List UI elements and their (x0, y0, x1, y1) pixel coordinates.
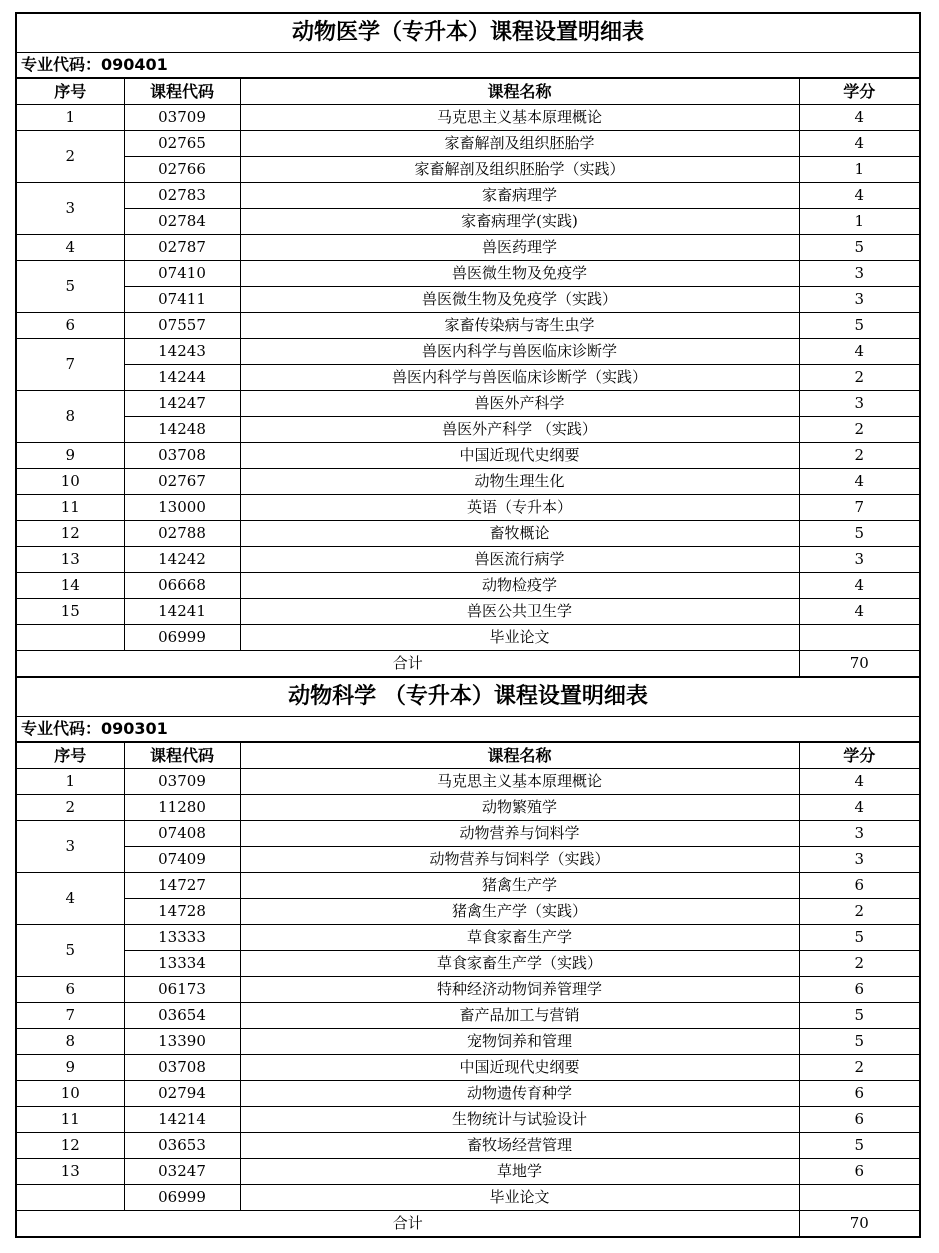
seq-cell: 1 (17, 105, 124, 131)
course-table-animal-science (15, 676, 921, 1238)
course-name-cell: 家畜病理学 (240, 183, 799, 209)
table-row (17, 1159, 919, 1185)
course-table-animal-medicine (15, 12, 921, 676)
header-credit: 学分 (799, 79, 919, 105)
table-row (17, 443, 919, 469)
total-credits: 70 (799, 651, 919, 677)
seq-cell: 4 (17, 235, 124, 261)
credit-cell: 5 (799, 925, 919, 951)
course-code-cell: 14248 (124, 417, 240, 443)
header-row (17, 743, 919, 769)
course-code-cell: 02784 (124, 209, 240, 235)
seq-cell: 9 (17, 1055, 124, 1081)
course-code-cell: 07410 (124, 261, 240, 287)
course-code-cell: 06999 (124, 1185, 240, 1211)
course-name-cell: 畜产品加工与营销 (240, 1003, 799, 1029)
course-name-cell: 动物繁殖学 (240, 795, 799, 821)
credit-cell: 1 (799, 157, 919, 183)
table-title: 动物医学（专升本）课程设置明细表 (17, 14, 919, 53)
credit-cell: 5 (799, 1003, 919, 1029)
table-row (17, 235, 919, 261)
credit-cell: 6 (799, 1159, 919, 1185)
course-name-cell: 家畜病理学(实践) (240, 209, 799, 235)
total-label: 合计 (17, 651, 799, 677)
seq-cell: 13 (17, 1159, 124, 1185)
course-code-cell: 13390 (124, 1029, 240, 1055)
credit-cell: 3 (799, 287, 919, 313)
table-row (17, 1107, 919, 1133)
table-row (17, 183, 919, 209)
course-name-cell: 家畜解剖及组织胚胎学 (240, 131, 799, 157)
seq-cell: 10 (17, 469, 124, 495)
credit-cell: 4 (799, 131, 919, 157)
table-row (17, 1003, 919, 1029)
course-code-cell: 14727 (124, 873, 240, 899)
seq-cell: 7 (17, 339, 124, 391)
total-credits: 70 (799, 1211, 919, 1237)
course-code-cell: 03709 (124, 769, 240, 795)
table-row (17, 821, 919, 847)
table-row (17, 391, 919, 417)
course-table (17, 742, 919, 1236)
course-code-cell: 14728 (124, 899, 240, 925)
credit-cell: 6 (799, 1081, 919, 1107)
course-name-cell: 英语（专升本） (240, 495, 799, 521)
course-code-cell: 03653 (124, 1133, 240, 1159)
credit-cell: 4 (799, 105, 919, 131)
course-name-cell: 动物营养与饲料学（实践） (240, 847, 799, 873)
seq-cell: 11 (17, 495, 124, 521)
seq-cell: 12 (17, 521, 124, 547)
table-row (17, 547, 919, 573)
table-title: 动物科学 （专升本）课程设置明细表 (17, 678, 919, 717)
credit-cell: 6 (799, 873, 919, 899)
credit-cell: 5 (799, 1133, 919, 1159)
credit-cell: 3 (799, 847, 919, 873)
course-name-cell: 兽医流行病学 (240, 547, 799, 573)
course-name-cell: 特种经济动物饲养管理学 (240, 977, 799, 1003)
course-code-cell: 14243 (124, 339, 240, 365)
course-code-cell: 03709 (124, 105, 240, 131)
course-name-cell: 草食家畜生产学（实践） (240, 951, 799, 977)
seq-cell: 6 (17, 977, 124, 1003)
course-name-cell: 畜牧场经营管理 (240, 1133, 799, 1159)
table-row (17, 105, 919, 131)
course-code-cell: 03247 (124, 1159, 240, 1185)
course-name-cell: 动物生理生化 (240, 469, 799, 495)
credit-cell: 2 (799, 443, 919, 469)
credit-cell: 6 (799, 977, 919, 1003)
course-code-cell: 14247 (124, 391, 240, 417)
course-code-cell: 13333 (124, 925, 240, 951)
header-name: 课程名称 (240, 79, 799, 105)
table-row (17, 977, 919, 1003)
course-name-cell: 兽医微生物及免疫学 (240, 261, 799, 287)
credit-cell: 2 (799, 1055, 919, 1081)
course-name-cell: 毕业论文 (240, 625, 799, 651)
credit-cell: 4 (799, 573, 919, 599)
seq-cell: 1 (17, 769, 124, 795)
credit-cell: 4 (799, 183, 919, 209)
course-name-cell: 畜牧概论 (240, 521, 799, 547)
table-row (17, 339, 919, 365)
course-name-cell: 兽医内科学与兽医临床诊断学（实践） (240, 365, 799, 391)
course-code-cell: 07409 (124, 847, 240, 873)
course-name-cell: 家畜解剖及组织胚胎学（实践） (240, 157, 799, 183)
course-code-cell: 07557 (124, 313, 240, 339)
credit-cell: 2 (799, 417, 919, 443)
seq-cell: 8 (17, 391, 124, 443)
seq-cell (17, 625, 124, 651)
seq-cell: 5 (17, 261, 124, 313)
table-row (17, 495, 919, 521)
table-row (17, 795, 919, 821)
course-name-cell: 兽医微生物及免疫学（实践） (240, 287, 799, 313)
seq-cell: 14 (17, 573, 124, 599)
table-row (17, 521, 919, 547)
seq-cell (17, 1185, 124, 1211)
seq-cell: 7 (17, 1003, 124, 1029)
seq-cell: 11 (17, 1107, 124, 1133)
course-table (17, 78, 919, 676)
credit-cell: 7 (799, 495, 919, 521)
course-code-cell: 03708 (124, 1055, 240, 1081)
credit-cell: 2 (799, 951, 919, 977)
course-code-cell: 14242 (124, 547, 240, 573)
table-row (17, 131, 919, 157)
table-row (17, 1029, 919, 1055)
course-code-cell: 13334 (124, 951, 240, 977)
course-name-cell: 兽医公共卫生学 (240, 599, 799, 625)
course-code-cell: 02794 (124, 1081, 240, 1107)
total-row (17, 1211, 919, 1237)
credit-cell: 2 (799, 899, 919, 925)
course-name-cell: 草食家畜生产学 (240, 925, 799, 951)
course-name-cell: 猪禽生产学 (240, 873, 799, 899)
course-name-cell: 宠物饲养和管理 (240, 1029, 799, 1055)
seq-cell: 15 (17, 599, 124, 625)
credit-cell: 4 (799, 469, 919, 495)
table-row (17, 1055, 919, 1081)
seq-cell: 2 (17, 131, 124, 183)
total-row (17, 651, 919, 677)
course-name-cell: 兽医内科学与兽医临床诊断学 (240, 339, 799, 365)
credit-cell (799, 1185, 919, 1211)
header-code: 课程代码 (124, 743, 240, 769)
table-row (17, 209, 919, 235)
major-code: 专业代码：090301 (17, 717, 919, 742)
table-row (17, 157, 919, 183)
course-name-cell: 家畜传染病与寄生虫学 (240, 313, 799, 339)
table-row (17, 847, 919, 873)
credit-cell: 1 (799, 209, 919, 235)
credit-cell: 4 (799, 339, 919, 365)
header-row (17, 79, 919, 105)
table-row (17, 873, 919, 899)
course-code-cell: 07408 (124, 821, 240, 847)
table-row (17, 313, 919, 339)
table-row (17, 951, 919, 977)
course-code-cell: 14214 (124, 1107, 240, 1133)
course-name-cell: 中国近现代史纲要 (240, 1055, 799, 1081)
course-code-cell: 14241 (124, 599, 240, 625)
course-name-cell: 动物遗传育种学 (240, 1081, 799, 1107)
course-name-cell: 毕业论文 (240, 1185, 799, 1211)
course-code-cell: 14244 (124, 365, 240, 391)
course-name-cell: 兽医药理学 (240, 235, 799, 261)
credit-cell: 3 (799, 547, 919, 573)
seq-cell: 12 (17, 1133, 124, 1159)
course-name-cell: 马克思主义基本原理概论 (240, 769, 799, 795)
course-code-cell: 06999 (124, 625, 240, 651)
credit-cell: 4 (799, 599, 919, 625)
seq-cell: 8 (17, 1029, 124, 1055)
seq-cell: 6 (17, 313, 124, 339)
credit-cell: 5 (799, 521, 919, 547)
credit-cell: 3 (799, 261, 919, 287)
credit-cell: 3 (799, 821, 919, 847)
seq-cell: 10 (17, 1081, 124, 1107)
course-name-cell: 生物统计与试验设计 (240, 1107, 799, 1133)
course-code-cell: 03654 (124, 1003, 240, 1029)
course-code-cell: 07411 (124, 287, 240, 313)
seq-cell: 9 (17, 443, 124, 469)
seq-cell: 3 (17, 183, 124, 235)
table-row (17, 365, 919, 391)
header-name: 课程名称 (240, 743, 799, 769)
credit-cell: 5 (799, 235, 919, 261)
table-row (17, 769, 919, 795)
course-code-cell: 02783 (124, 183, 240, 209)
seq-cell: 4 (17, 873, 124, 925)
course-name-cell: 草地学 (240, 1159, 799, 1185)
credit-cell: 5 (799, 313, 919, 339)
course-code-cell: 02767 (124, 469, 240, 495)
table-row (17, 899, 919, 925)
course-code-cell: 06668 (124, 573, 240, 599)
course-code-cell: 11280 (124, 795, 240, 821)
table-row (17, 1185, 919, 1211)
course-code-cell: 13000 (124, 495, 240, 521)
document-page (15, 12, 921, 1238)
credit-cell: 4 (799, 795, 919, 821)
table-row (17, 925, 919, 951)
course-name-cell: 兽医外产科学 （实践） (240, 417, 799, 443)
course-name-cell: 动物检疫学 (240, 573, 799, 599)
credit-cell: 6 (799, 1107, 919, 1133)
credit-cell: 3 (799, 391, 919, 417)
table-row (17, 287, 919, 313)
seq-cell: 3 (17, 821, 124, 873)
table-row (17, 261, 919, 287)
credit-cell: 5 (799, 1029, 919, 1055)
course-name-cell: 猪禽生产学（实践） (240, 899, 799, 925)
course-code-cell: 06173 (124, 977, 240, 1003)
header-code: 课程代码 (124, 79, 240, 105)
credit-cell (799, 625, 919, 651)
table-row (17, 1081, 919, 1107)
total-label: 合计 (17, 1211, 799, 1237)
credit-cell: 2 (799, 365, 919, 391)
credit-cell: 4 (799, 769, 919, 795)
header-credit: 学分 (799, 743, 919, 769)
course-name-cell: 马克思主义基本原理概论 (240, 105, 799, 131)
course-name-cell: 兽医外产科学 (240, 391, 799, 417)
table-row (17, 599, 919, 625)
table-row (17, 625, 919, 651)
table-row (17, 1133, 919, 1159)
table-row (17, 573, 919, 599)
seq-cell: 5 (17, 925, 124, 977)
course-code-cell: 02766 (124, 157, 240, 183)
header-seq: 序号 (17, 79, 124, 105)
course-code-cell: 03708 (124, 443, 240, 469)
table-row (17, 469, 919, 495)
course-name-cell: 动物营养与饲料学 (240, 821, 799, 847)
seq-cell: 2 (17, 795, 124, 821)
major-code: 专业代码：090401 (17, 53, 919, 78)
course-code-cell: 02765 (124, 131, 240, 157)
header-seq: 序号 (17, 743, 124, 769)
course-name-cell: 中国近现代史纲要 (240, 443, 799, 469)
course-code-cell: 02787 (124, 235, 240, 261)
seq-cell: 13 (17, 547, 124, 573)
course-code-cell: 02788 (124, 521, 240, 547)
table-row (17, 417, 919, 443)
